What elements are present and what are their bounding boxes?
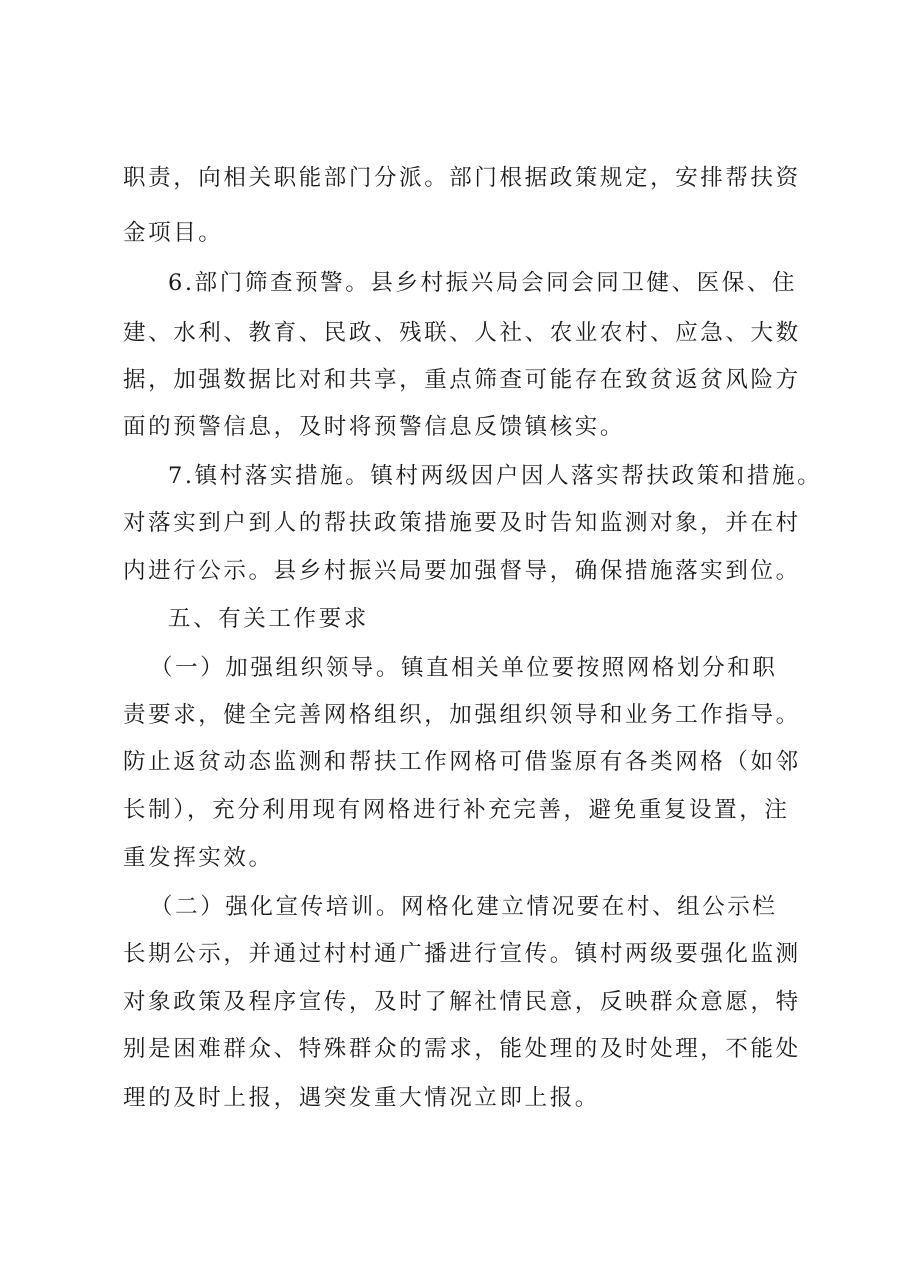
text-line: 金项目。 <box>123 220 224 246</box>
text-line: （二）强化宣传培训。网格化建立情况要在村、组公示栏 <box>150 894 778 920</box>
text-line: 职责，向相关职能部门分派。部门根据政策规定，安排帮扶资 <box>123 165 801 191</box>
text-line: （一）加强组织领导。镇直相关单位要按照网格划分和职 <box>150 655 778 681</box>
text-line: 别是困难群众、特殊群众的需求，能处理的及时处理，不能处 <box>123 1036 801 1062</box>
text-line: 建、水利、教育、民政、残联、人社、农业农村、应急、大数 <box>123 320 801 346</box>
text-line: 对象政策及程序宣传，及时了解社情民意，反映群众意愿，特 <box>123 989 801 1015</box>
text-line: 理的及时上报，遇突发重大情况立即上报。 <box>123 1085 600 1111</box>
text-line: 长期公示，并通过村村通广播进行宣传。镇村两级要强化监测 <box>123 941 801 967</box>
text-line: 长制），充分利用现有网格进行补充完善，避免重复设置，注 <box>123 797 790 823</box>
text-line: 7.镇村落实措施。镇村两级因户因人落实帮扶政策和措施。 <box>168 463 823 489</box>
text-line: 重发挥实效。 <box>123 845 274 871</box>
text-line: 内进行公示。县乡村振兴局要加强督导，确保措施落实到位。 <box>123 558 801 584</box>
text-line: 责要求，健全完善网格组织，加强组织领导和业务工作指导。 <box>123 702 801 728</box>
section-heading: 五、有关工作要求 <box>168 606 369 632</box>
text-line: 6.部门筛查预警。县乡村振兴局会同会同卫健、医保、住 <box>168 270 798 296</box>
text-line: 据，加强数据比对和共享，重点筛查可能存在致贫返贫风险方 <box>123 367 801 393</box>
text-line: 对落实到户到人的帮扶政策措施要及时告知监测对象，并在村 <box>123 510 801 536</box>
text-line: 面的预警信息，及时将预警信息反馈镇核实。 <box>123 414 626 440</box>
text-line: 防止返贫动态监测和帮扶工作网格可借鉴原有各类网格（如邻 <box>123 749 801 775</box>
